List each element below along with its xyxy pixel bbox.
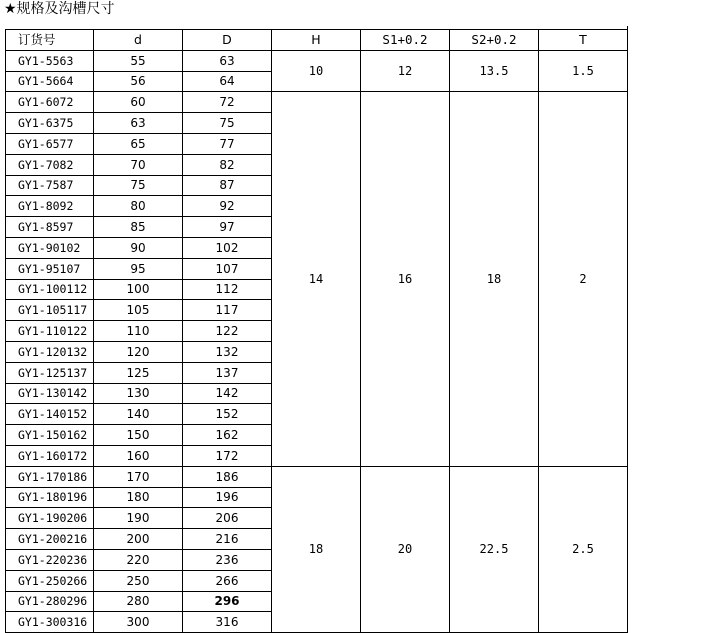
header-row — [6, 30, 628, 51]
D-cell: 236 — [183, 549, 272, 570]
order-number-cell: GY1-7082 — [6, 154, 94, 175]
d-cell: 110 — [94, 321, 183, 342]
D-cell: 107 — [183, 258, 272, 279]
T-group-cell: 2.5 — [539, 466, 628, 632]
H-group-cell: 18 — [272, 466, 361, 632]
S2-group-cell: 18 — [450, 92, 539, 466]
order-number-cell: GY1-220236 — [6, 549, 94, 570]
d-cell: 200 — [94, 529, 183, 550]
S2-group-cell: 13.5 — [450, 50, 539, 92]
order-number-cell: GY1-180196 — [6, 487, 94, 508]
order-number-cell: GY1-7587 — [6, 175, 94, 196]
D-cell: 102 — [183, 237, 272, 258]
D-cell: 63 — [183, 50, 272, 71]
order-number-cell: GY1-110122 — [6, 321, 94, 342]
d-cell: 180 — [94, 487, 183, 508]
order-number-cell: GY1-140152 — [6, 404, 94, 425]
D-cell: 117 — [183, 300, 272, 321]
header-order-number: 订货号 — [6, 30, 94, 51]
order-number-cell: GY1-250266 — [6, 570, 94, 591]
header-H: H — [272, 30, 361, 51]
D-cell: 64 — [183, 71, 272, 92]
spec-table-body — [6, 30, 628, 633]
order-number-cell: GY1-280296 — [6, 591, 94, 612]
header-T: T — [539, 30, 628, 51]
order-number-cell: GY1-5664 — [6, 71, 94, 92]
order-number-cell: GY1-190206 — [6, 508, 94, 529]
d-cell: 190 — [94, 508, 183, 529]
d-cell: 90 — [94, 237, 183, 258]
order-number-cell: GY1-300316 — [6, 612, 94, 633]
d-cell: 85 — [94, 217, 183, 238]
d-cell: 80 — [94, 196, 183, 217]
table-row — [6, 92, 628, 113]
S1-group-cell: 12 — [361, 50, 450, 92]
d-cell: 100 — [94, 279, 183, 300]
H-group-cell: 10 — [272, 50, 361, 92]
d-cell: 140 — [94, 404, 183, 425]
order-number-cell: GY1-95107 — [6, 258, 94, 279]
D-cell: 112 — [183, 279, 272, 300]
d-cell: 150 — [94, 425, 183, 446]
d-cell: 170 — [94, 466, 183, 487]
D-cell: 97 — [183, 217, 272, 238]
d-cell: 70 — [94, 154, 183, 175]
d-cell: 63 — [94, 113, 183, 134]
header-D: D — [183, 30, 272, 51]
order-number-cell: GY1-125137 — [6, 362, 94, 383]
header-d: d — [94, 30, 183, 51]
d-cell: 220 — [94, 549, 183, 570]
D-cell: 172 — [183, 445, 272, 466]
order-number-cell: GY1-8597 — [6, 217, 94, 238]
order-number-cell: GY1-160172 — [6, 445, 94, 466]
order-number-cell: GY1-6577 — [6, 133, 94, 154]
spec-table — [5, 29, 628, 633]
order-number-cell: GY1-150162 — [6, 425, 94, 446]
S1-group-cell: 16 — [361, 92, 450, 466]
T-group-cell: 1.5 — [539, 50, 628, 92]
d-cell: 280 — [94, 591, 183, 612]
H-group-cell: 14 — [272, 92, 361, 466]
order-number-cell: GY1-6072 — [6, 92, 94, 113]
D-cell: 142 — [183, 383, 272, 404]
d-cell: 105 — [94, 300, 183, 321]
order-number-cell: GY1-170186 — [6, 466, 94, 487]
d-cell: 125 — [94, 362, 183, 383]
D-cell: 162 — [183, 425, 272, 446]
D-cell: 186 — [183, 466, 272, 487]
D-cell: 72 — [183, 92, 272, 113]
table-row — [6, 50, 628, 71]
D-cell: 296 — [183, 591, 272, 612]
header-S2: S2+0.2 — [450, 30, 539, 51]
D-cell: 137 — [183, 362, 272, 383]
d-cell: 300 — [94, 612, 183, 633]
T-group-cell: 2 — [539, 92, 628, 466]
D-cell: 316 — [183, 612, 272, 633]
table-row — [6, 466, 628, 487]
d-cell: 120 — [94, 341, 183, 362]
order-number-cell: GY1-100112 — [6, 279, 94, 300]
order-number-cell: GY1-130142 — [6, 383, 94, 404]
order-number-cell: GY1-6375 — [6, 113, 94, 134]
S2-group-cell: 22.5 — [450, 466, 539, 632]
D-cell: 77 — [183, 133, 272, 154]
d-cell: 56 — [94, 71, 183, 92]
d-cell: 160 — [94, 445, 183, 466]
d-cell: 95 — [94, 258, 183, 279]
order-number-cell: GY1-105117 — [6, 300, 94, 321]
d-cell: 65 — [94, 133, 183, 154]
D-cell: 132 — [183, 341, 272, 362]
d-cell: 60 — [94, 92, 183, 113]
D-cell: 266 — [183, 570, 272, 591]
D-cell: 196 — [183, 487, 272, 508]
D-cell: 75 — [183, 113, 272, 134]
D-cell: 87 — [183, 175, 272, 196]
order-number-cell: GY1-200216 — [6, 529, 94, 550]
order-number-cell: GY1-90102 — [6, 237, 94, 258]
D-cell: 216 — [183, 529, 272, 550]
d-cell: 250 — [94, 570, 183, 591]
D-cell: 82 — [183, 154, 272, 175]
d-cell: 75 — [94, 175, 183, 196]
D-cell: 152 — [183, 404, 272, 425]
D-cell: 206 — [183, 508, 272, 529]
section-title: ★规格及沟槽尺寸 — [4, 1, 115, 17]
header-S1: S1+0.2 — [361, 30, 450, 51]
order-number-cell: GY1-120132 — [6, 341, 94, 362]
D-cell: 122 — [183, 321, 272, 342]
D-cell: 92 — [183, 196, 272, 217]
order-number-cell: GY1-5563 — [6, 50, 94, 71]
d-cell: 130 — [94, 383, 183, 404]
S1-group-cell: 20 — [361, 466, 450, 632]
d-cell: 55 — [94, 50, 183, 71]
order-number-cell: GY1-8092 — [6, 196, 94, 217]
